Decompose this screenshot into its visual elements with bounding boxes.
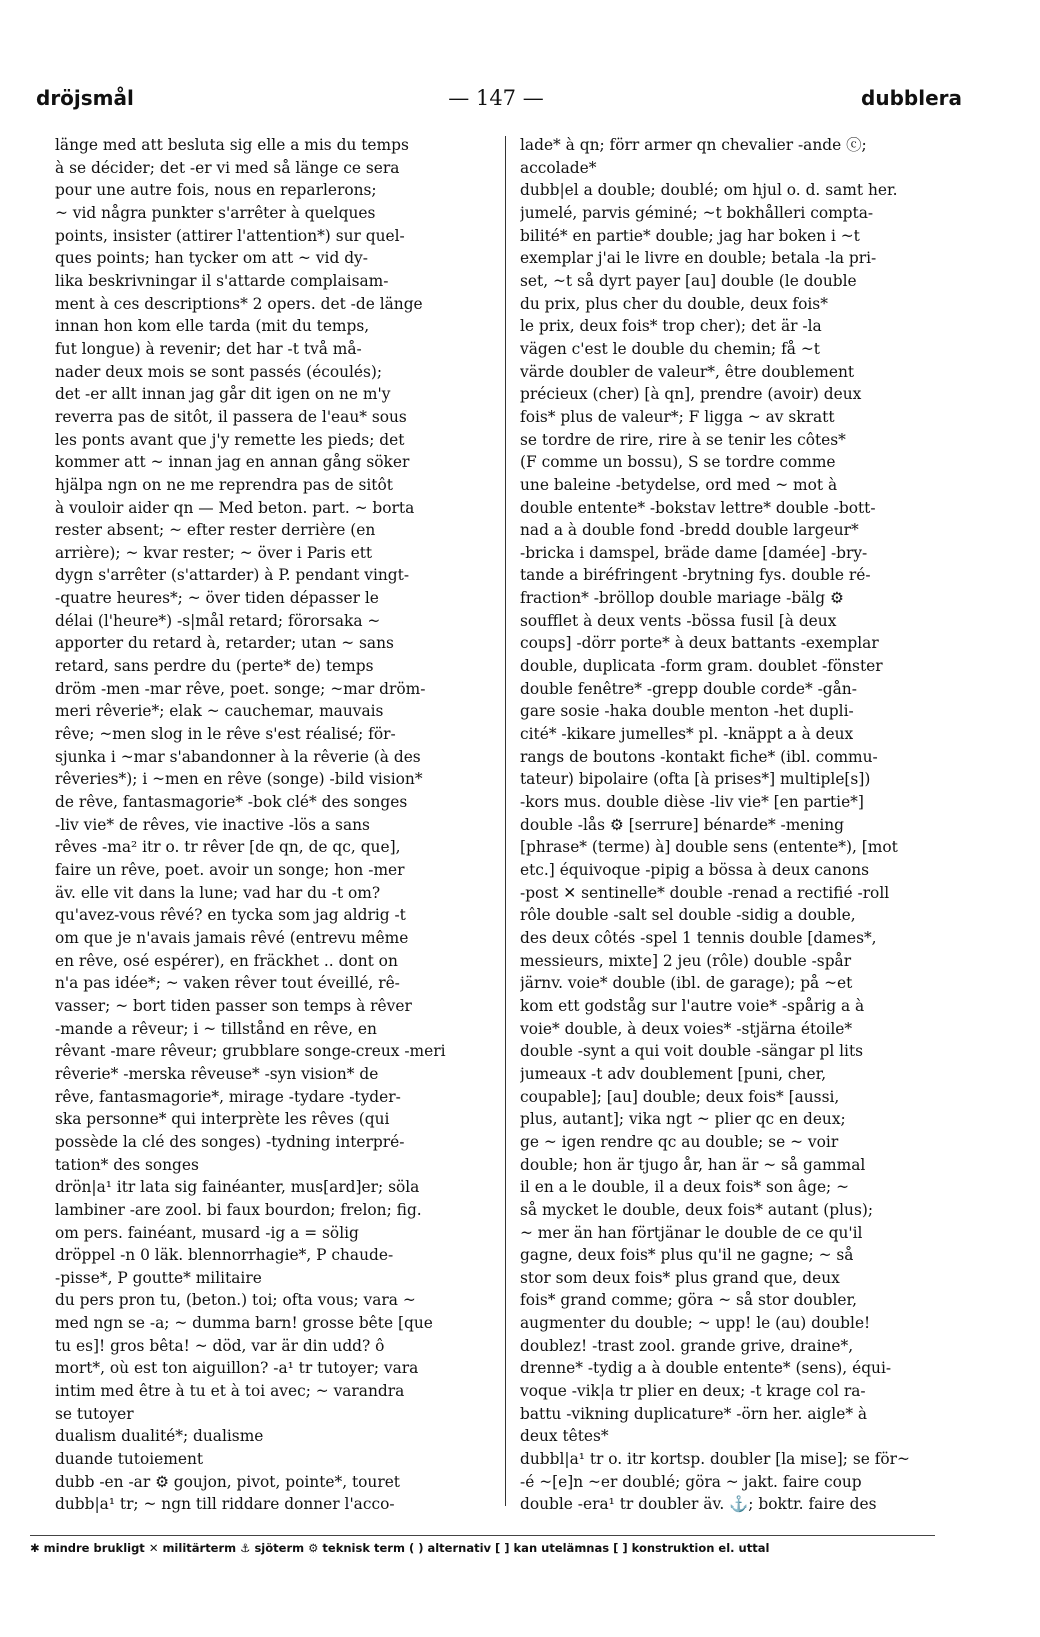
text-line: coupable]; [au] double; deux fois* [aussi, [520, 1087, 840, 1106]
footer-divider [30, 1535, 935, 1536]
text-line: fois* plus de valeur*; F ligga ~ av skratt [520, 407, 835, 426]
text-line: stor som deux fois* plus grand que, deux [520, 1268, 840, 1287]
text-line: länge med att besluta sig elle a mis du temps [55, 136, 409, 154]
text-line: double entente* -bokstav lettre* double -bott- [520, 498, 876, 517]
text-line: jumeaux -t adv doublement [puni, cher, [520, 1064, 827, 1083]
text-line: dröppel -n 0 läk. blennorrhagie*, P chaude- [55, 1246, 394, 1265]
text-line: dubb|el a double; doublé; om hjul o. d. samt her. [520, 181, 898, 200]
text-line: pour une autre fois, nous en reparlerons; [55, 181, 377, 200]
text-line: double -era¹ tr doubler äv. ⚓; boktr. faire des [520, 1495, 877, 1514]
text-line: coups] -dörr porte* à deux battants -exemplar [520, 634, 879, 653]
text-line: deux têtes* [520, 1427, 609, 1446]
text-line: doublez! -trast zool. grande grive, draine*, [520, 1336, 854, 1355]
text-line: double, duplicata -form gram. doublet -fönster [520, 657, 883, 676]
text-line: cité* -kikare jumelles* pl. -knäppt a à deux [520, 725, 854, 744]
text-line: double; hon är tjugo år, han är ~ så gammal [520, 1155, 866, 1174]
text-line: vasser; ~ bort tiden passer son temps à rêver [55, 996, 412, 1015]
text-line: fraction* -bröllop double mariage -bälg ⚙ [520, 589, 844, 608]
text-line: -pisse*, P goutte* militaire [55, 1268, 262, 1287]
text-line: ge ~ igen rendre qc au double; se ~ voir [520, 1132, 839, 1151]
text-line: accolade* [520, 158, 597, 177]
text-line: rôle double -salt sel double -sidig a double, [520, 906, 856, 925]
text-line: rêvant -mare rêveur; grubblare songe-creux -meri [55, 1042, 446, 1061]
text-line: du pers pron tu, (beton.) toi; ofta vous; vara ~ [55, 1291, 416, 1310]
text-line: précieux (cher) [à qn], prendre (avoir) deux [520, 385, 862, 404]
header-first-headword: dröjsmål [36, 86, 134, 110]
text-line: retard, sans perdre du (perte* de) temps [55, 657, 374, 676]
text-line: intim med être à tu et à toi avec; ~ varandra [55, 1382, 405, 1401]
text-line: de rêve, fantasmagorie* -bok clé* des songes [55, 793, 408, 812]
text-line: les ponts avant que j'y remette les pieds; det [55, 430, 405, 449]
text-line: tu es]! gros bêta! ~ död, var är din udd? ô [55, 1336, 385, 1355]
text-line: dubb|a¹ tr; ~ ngn till riddare donner l'acco- [55, 1495, 395, 1514]
text-line: possède la clé des songes) -tydning interpré- [55, 1132, 405, 1151]
text-line: voque -vik|a tr plier en deux; -t krage col ra- [520, 1382, 866, 1401]
text-line: qu'avez-vous rêvé? en tycka som jag aldrig -t [55, 906, 406, 925]
text-line: reverra pas de sitôt, il passera de l'eau* sous [55, 407, 407, 426]
text-line: äv. elle vit dans la lune; vad har du -t om? [55, 883, 381, 902]
text-line: plus, autant]; vika ngt ~ plier qc en deux; [520, 1110, 846, 1129]
text-line: om que je n'avais jamais rêvé (entrevu même [55, 928, 409, 947]
text-line: jumelé, parvis géminé; ~t bokhålleri compta- [520, 203, 874, 222]
text-line: kom ett godståg sur l'autre voie* -spårig a à [520, 996, 865, 1015]
page-number: — 147 — [448, 86, 544, 110]
text-line: set, ~t så dyrt payer [au] double (le double [520, 271, 857, 290]
text-line: le prix, deux fois* trop cher); det är -la [520, 317, 822, 336]
text-line: rêveries*); i ~men en rêve (songe) -bild vision* [55, 770, 423, 789]
text-line: rêve, fantasmagorie*, mirage -tydare -tyder- [55, 1087, 401, 1106]
text-line: -post ✕ sentinelle* double -renad a rectifié -roll [520, 883, 890, 902]
text-line: lade* à qn; förr armer qn chevalier -ande ⓒ; [520, 136, 867, 154]
text-line: rêves -ma² itr o. tr rêver [de qn, de qc, que], [55, 838, 401, 857]
text-line: det -er allt innan jag går dit igen on ne m'y [55, 385, 391, 404]
text-line: nader deux mois se sont passés (écoulés); [55, 362, 383, 381]
text-line: voie* double, à deux voies* -stjärna étoile* [520, 1019, 853, 1038]
text-line: dubbl|a¹ tr o. itr kortsp. doubler [la mise]; se för~ [520, 1450, 910, 1469]
text-line: järnv. voie* double (ibl. de garage); på ~et [520, 974, 853, 993]
text-line: une baleine -betydelse, ord med ~ mot à [520, 475, 838, 494]
text-line: lambiner -are zool. bi faux bourdon; frelon; fig. [55, 1200, 422, 1219]
text-line: apporter du retard à, retarder; utan ~ sans [55, 634, 394, 653]
text-line: så mycket le double, deux fois* autant (plus); [520, 1200, 874, 1219]
text-line: hjälpa ngn on ne me reprendra pas de sitôt [55, 475, 393, 494]
text-line: -é ~[e]n ~er doublé; göra ~ jakt. faire coup [520, 1472, 862, 1491]
right-column [520, 134, 950, 1516]
text-line: battu -vikning duplicature* -örn her. aigle* à [520, 1404, 868, 1423]
text-line: ~ vid några punkter s'arrêter à quelques [55, 203, 376, 222]
text-line: faire un rêve, poet. avoir un songe; hon -mer [55, 861, 405, 879]
text-line: délai (l'heure*) -s|mål retard; förorsaka ~ [55, 611, 381, 630]
text-line: tation* des songes [55, 1155, 199, 1174]
text-line: (F comme un bossu), S se tordre comme [520, 453, 836, 472]
text-line: lika beskrivningar il s'attarde complaisam- [55, 271, 389, 290]
text-line: double -lås ⚙ [serrure] bénarde* -mening [520, 815, 845, 834]
text-line: des deux côtés -spel 1 tennis double [dames*, [520, 928, 877, 947]
text-line: se tutoyer [55, 1404, 134, 1423]
text-line: dygn s'arrêter (s'attarder) à P. pendant vingt- [55, 566, 410, 585]
text-line: duande tutoiement [55, 1450, 204, 1469]
text-line: -quatre heures*; ~ över tiden dépasser le [55, 589, 379, 608]
text-line: en rêve, osé espérer), en fräckhet .. dont on [55, 951, 398, 970]
text-line: ment à ces descriptions* 2 opers. det -de länge [55, 294, 423, 313]
text-line: tande a biréfringent -brytning fys. double ré- [520, 566, 871, 585]
text-line: augmenter du double; ~ upp! le (au) double! [520, 1314, 871, 1333]
page-header [30, 86, 962, 120]
text-line: etc.] équivoque -pipig a bössa à deux canons [520, 861, 870, 879]
text-line: ska personne* qui interprète les rêves (qui [55, 1110, 390, 1129]
text-line: rester absent; ~ efter rester derrière (en [55, 521, 376, 540]
text-line: à se décider; det -er vi med så länge ce sera [55, 158, 400, 177]
text-line: -liv vie* de rêves, vie inactive -lös a sans [55, 815, 370, 834]
text-line: gare sosie -haka double menton -het dupli- [520, 702, 854, 721]
text-line: mort*, où est ton aiguillon? -a¹ tr tutoyer; vara [55, 1359, 419, 1378]
text-line: sjunka i ~mar s'abandonner à la rêverie (à des [55, 747, 421, 766]
text-line: fut longue) à revenir; det har -t två må- [55, 339, 362, 358]
text-line: nad a à double fond -bredd double largeur* [520, 521, 859, 540]
text-line: rêverie* -merska rêveuse* -syn vision* de [55, 1064, 379, 1083]
text-line: rêve; ~men slog in le rêve s'est réalisé; för- [55, 725, 396, 744]
text-line: n'a pas idée*; ~ vaken rêver tout éveillé, rê- [55, 974, 400, 993]
text-line: soufflet à deux vents -bössa fusil [à deux [520, 611, 837, 630]
text-line: drenne* -tydig a à double entente* (sens), équi- [520, 1359, 892, 1378]
text-line: med ngn se -a; ~ dumma barn! grosse bête [que [55, 1314, 433, 1333]
text-line: se tordre de rire, rire à se tenir les côtes* [520, 430, 846, 449]
text-line: dualism dualité*; dualisme [55, 1427, 264, 1446]
text-line: meri rêverie*; elak ~ cauchemar, mauvais [55, 702, 384, 721]
text-line: -kors mus. double dièse -liv vie* [en partie*] [520, 793, 864, 812]
text-line: vägen c'est le double du chemin; få ~t [520, 339, 820, 358]
text-line: double -synt a qui voit double -sängar pl lits [520, 1042, 864, 1061]
column-divider [505, 136, 506, 1506]
text-line: double fenêtre* -grepp double corde* -gån- [520, 679, 857, 698]
text-line: kommer att ~ innan jag en annan gång söker [55, 453, 410, 472]
text-line: exemplar j'ai le livre en double; betala -la pri- [520, 249, 877, 268]
text-line: innan hon kom elle tarda (mit du temps, [55, 317, 370, 336]
header-last-headword: dubblera [861, 86, 962, 110]
text-line: -mande a rêveur; i ~ tillstånd en rêve, en [55, 1019, 377, 1038]
text-line: rangs de boutons -kontakt fiche* (ibl. commu- [520, 747, 878, 766]
text-line: tateur) bipolaire (ofta [à prises*] multiple[s]) [520, 770, 871, 789]
text-line: ques points; han tycker om att ~ vid dy- [55, 249, 368, 268]
text-line: fois* grand comme; göra ~ så stor doubler, [520, 1291, 858, 1310]
symbol-legend: ✱ mindre brukligt ✕ militärterm ⚓ sjöterm ⚙ teknisk term ( ) alternativ [ ] kan utelämnas [ ] konstruktion el. uttal [30, 1541, 770, 1555]
text-line: du prix, plus cher du double, deux fois* [520, 294, 828, 313]
text-line: arrière); ~ kvar rester; ~ över i Paris ett [55, 543, 373, 562]
left-column [55, 134, 490, 1516]
text-line: ~ mer än han förtjänar le double de ce qu'il [520, 1223, 863, 1242]
text-line: bilité* en partie* double; jag har boken i ~t [520, 226, 860, 245]
text-line: [phrase* (terme) à] double sens (entente*), [mot [520, 838, 898, 857]
text-line: om pers. fainéant, musard -ig a = sölig [55, 1223, 359, 1242]
text-line: dröm -men -mar rêve, poet. songe; ~mar dröm- [55, 679, 426, 698]
text-line: il en a le double, il a deux fois* son âge; ~ [520, 1178, 850, 1197]
text-line: gagne, deux fois* plus qu'il ne gagne; ~ så [520, 1246, 854, 1265]
text-line: messieurs, mixte] 2 jeu (rôle) double -spår [520, 951, 852, 970]
text-line: -bricka i damspel, bräde dame [damée] -bry- [520, 543, 868, 562]
text-line: drön|a¹ itr lata sig fainéanter, mus[ard]er; söla [55, 1178, 420, 1197]
text-line: points, insister (attirer l'attention*) sur quel- [55, 226, 405, 245]
text-line: à vouloir aider qn — Med beton. part. ~ borta [55, 498, 415, 517]
text-line: värde doubler de valeur*, être doublement [520, 362, 855, 381]
text-line: dubb -en -ar ⚙ goujon, pivot, pointe*, touret [55, 1472, 400, 1491]
